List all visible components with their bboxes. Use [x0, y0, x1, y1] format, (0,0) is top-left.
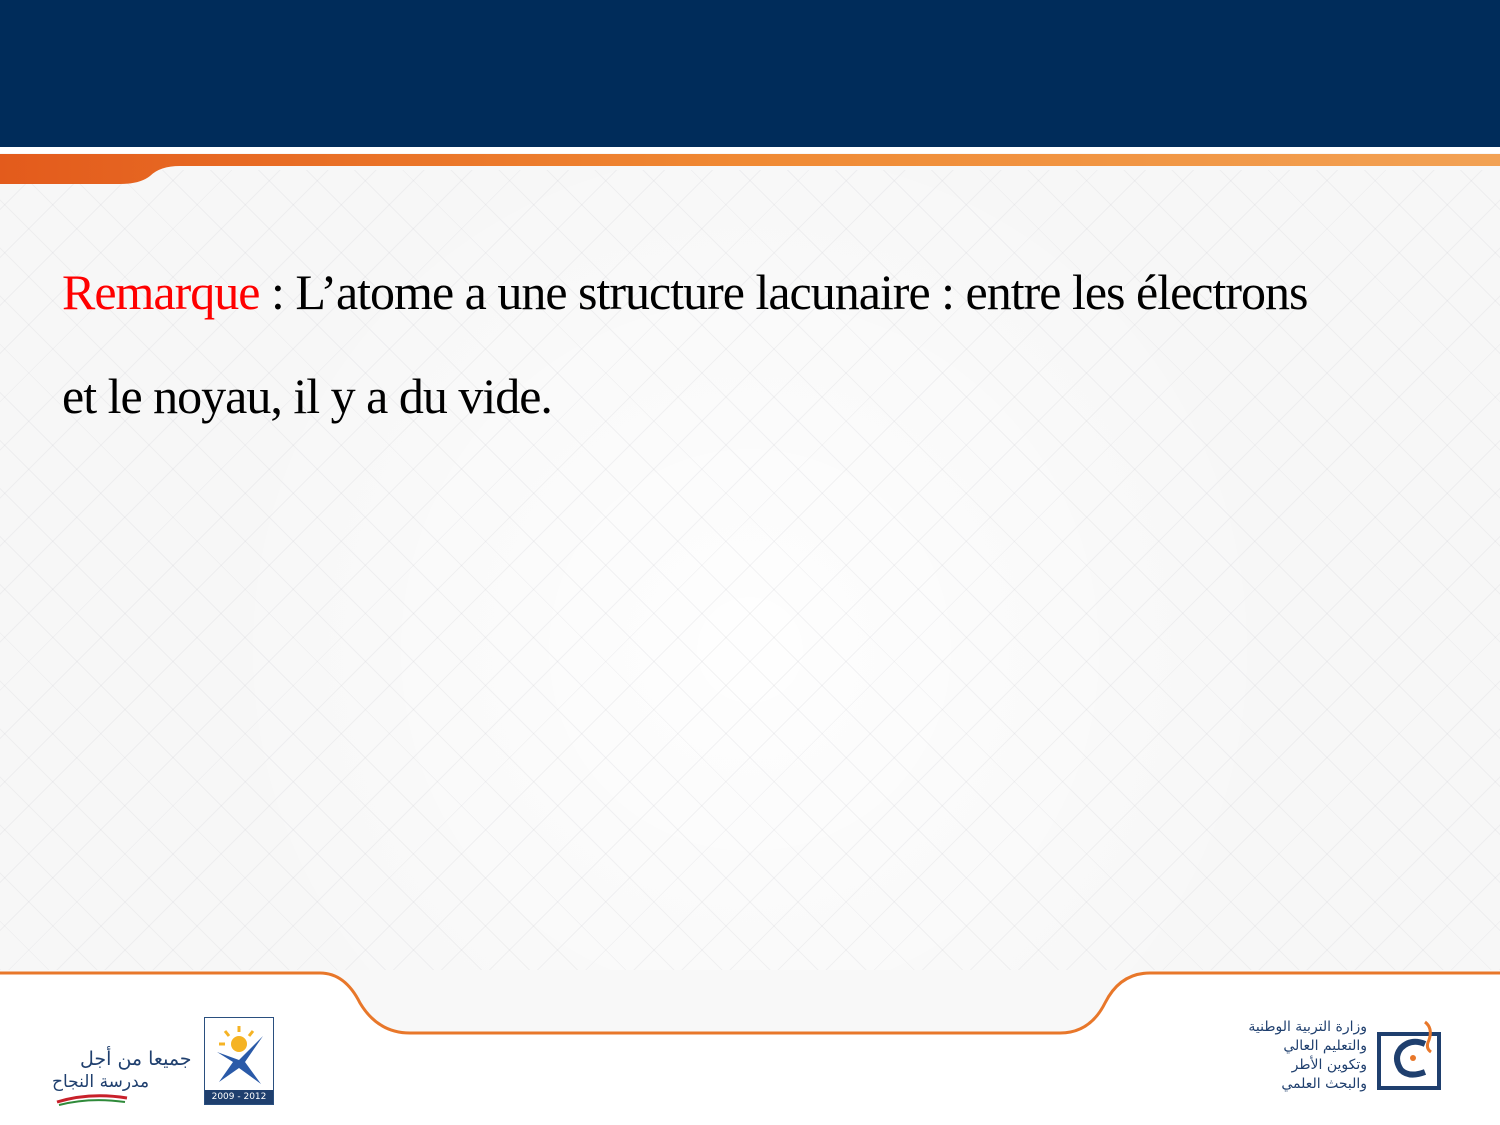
ministry-line-4: والبحث العلمي: [1281, 1076, 1367, 1092]
text-line-2: et le noyau, il y a du vide.: [62, 368, 552, 424]
slogan-line-1: جميعا من أجل: [80, 1048, 192, 1070]
reform-badge: [204, 1017, 274, 1105]
header-bar: [0, 0, 1500, 147]
remark-label: Remarque: [62, 264, 260, 320]
header-orange-stripe: [0, 150, 1500, 190]
flag-swoosh-icon: [55, 1092, 130, 1106]
badge-years: 2009 - 2012: [205, 1090, 273, 1104]
ministry-name: [1105, 1018, 1367, 1094]
ministry-line-2: والتعليم العالي: [1283, 1038, 1367, 1054]
ministry-line-3: وتكوين الأطر: [1291, 1057, 1367, 1073]
slide-content: [62, 240, 1492, 448]
slogan-line-2: مدرسة النجاح: [52, 1072, 150, 1092]
ministry-logo-icon: [1375, 1018, 1447, 1092]
ministry-line-1: وزارة التربية الوطنية: [1248, 1019, 1367, 1035]
star-figure-icon: [211, 1022, 267, 1088]
remark-text-1: : L’atome a une structure lacunaire : entre les électrons: [259, 264, 1308, 320]
text-line-1: [62, 240, 1492, 344]
